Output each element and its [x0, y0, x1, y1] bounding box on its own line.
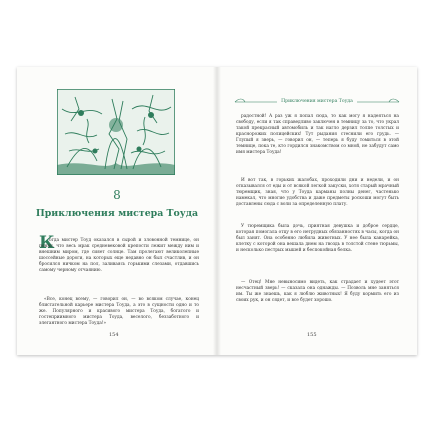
drop-cap: К — [39, 233, 55, 253]
page-number-right: 155 — [307, 332, 317, 338]
book-spread — [17, 67, 417, 355]
page-number-left: 154 — [109, 332, 119, 338]
running-head: Приключения мистера Тоуда — [281, 99, 353, 104]
left-paragraph-2: «Все, конец всему, — говорил он, — во всяком случае, конец блистательной карьере мистера Тоуда, а это в сущности одно и то же. Популярного и красивого мистера Тоуда, богатого и гостеприимного мистера Тоуда, веселого, беззаботного и элегантного мистера Тоуда!» — [39, 297, 199, 326]
chapter-number: 8 — [113, 188, 121, 202]
right-paragraph-4: — Отец! Мне невыносимо видеть, как страдает и худеет этот несчастный зверь! — сказала она однажды. — Позволь мне заняться им. Ты же знаешь, как я люблю животных! Я буду кормить его из своих рук, и он сядет, и все будет хорошо. — [236, 280, 399, 303]
left-paragraph-1: огда мистер Тоуд оказался в сырой и зловонной темнице, он понял, что весь мрак средневековой крепости лежит между ним и внешним миром, где сияет солнце. Там пролегают великолепные шоссейные дороги, на которых еще недавно он был счастлив, и он бросился ничком на пол, заливаясь горькими слезами, отдавшись самому черному отчаянию. — [39, 238, 199, 273]
right-page — [217, 67, 417, 355]
right-paragraph-3: У тюремщика была дочь, приятная девушка и доброе сердце, которая помогала отцу в его нетрудных обязанностях в часы, когда он был занят. Она особенно любила животных. У нее была канарейка, клетку с которой она вешала днем на гвоздь в толстой стене тюрьмы, и несколько пестрых мышей и беспокойная белка. — [236, 224, 399, 253]
left-page — [17, 67, 217, 355]
chapter-illustration — [57, 89, 175, 175]
right-paragraph-1: радостной! А раз уж я попал сюда, то как могу я надеяться на свободу, если я так справедливо заключен в темницу за то, что украл такой прекрасный автомобиль и так нагло дерзил толпе толстых и краснорожих полицейских! Тут рыдания стеснили его грудь. — Глупый я зверь, — говорил он, — теперь я буду томиться в этой темнице, пока те, кто гордился знакомством со мной, не забудут само имя мистера Тоуда! — [236, 114, 399, 155]
chapter-title: Приключения мистера Тоуда — [35, 208, 199, 219]
right-paragraph-2: И вот так, в горьких жалобах, проходили дни и недели, и он отказывался от еды и от всякой легкой закуски, хотя старый мрачный тюремщик, зная, что у Тоуда карманы полны денег, частенько намекал, что многие удобства и даже предметы роскоши могут быть доставлены сюда с воли за определенную плату. — [236, 178, 399, 207]
